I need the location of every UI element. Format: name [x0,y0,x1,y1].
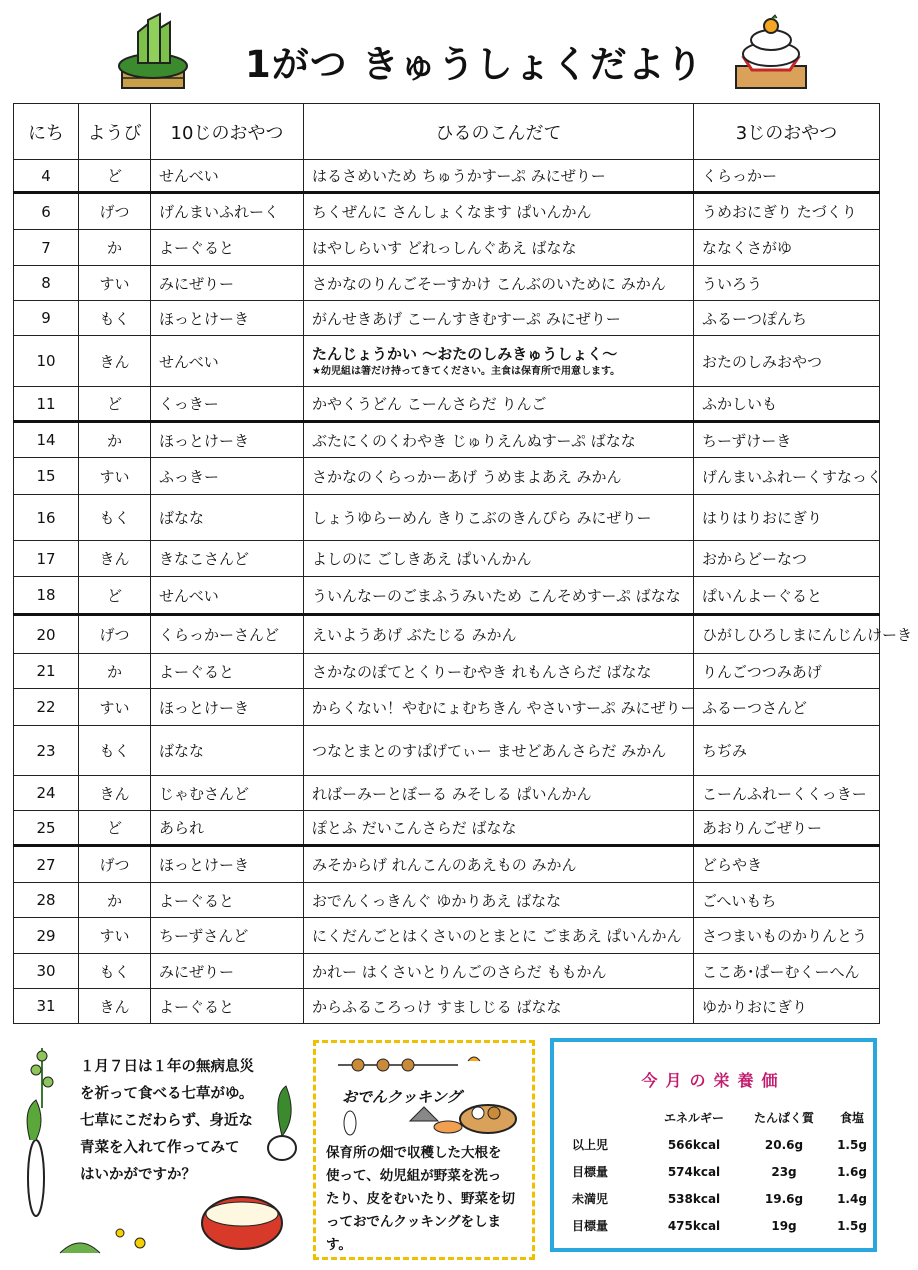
nanakusa-line: を祈って食べる七草がゆ。 [80,1086,254,1102]
menu-afternoon-snack: ふるーつさんど [694,689,880,726]
menu-afternoon-snack: こーんふれーくくっきー [694,776,880,811]
nutrition-header-blank [572,1104,652,1131]
menu-day: 20 [14,615,79,654]
oden-title: おでんクッキング [342,1088,462,1106]
menu-weekday: げつ [79,846,151,883]
oden-line: たり、皮をむいたり、野菜を切 [326,1191,515,1207]
oden-line: っておでんクッキングをします。 [326,1214,501,1253]
menu-lunch: からふるころっけ すましじる ばなな [304,989,694,1024]
menu-morning-snack: せんべい [151,577,304,615]
menu-morning-snack: みにぜりー [151,954,304,989]
menu-row [14,615,880,654]
menu-morning-snack: ばなな [151,495,304,541]
nutrition-row [572,1185,872,1212]
nutrition-energy: 475kcal [667,1218,721,1233]
menu-weekday: ど [79,577,151,615]
menu-afternoon-snack: ひがしひろしまにんじんけーき [694,615,880,654]
nutrition-row [572,1131,872,1158]
nutrition-protein: 19.6g [764,1191,804,1206]
menu-afternoon-snack: ここあ･ぱーむくーへん [694,954,880,989]
nutrition-protein: 19g [771,1218,797,1233]
menu-morning-snack: せんべい [151,160,304,193]
nutrition-label: 目標量 [572,1165,609,1179]
menu-lunch: かれー はくさいとりんごのさらだ ももかん [304,954,694,989]
nutrition-energy: 566kcal [667,1137,721,1152]
menu-row [14,301,880,336]
nutrition-header-protein: たんぱく質 [753,1111,814,1125]
menu-row [14,726,880,776]
menu-afternoon-snack: ななくさがゆ [694,230,880,266]
menu-morning-snack: よーぐると [151,230,304,266]
menu-row [14,689,880,726]
menu-row [14,160,880,193]
menu-weekday: げつ [79,193,151,230]
menu-day: 14 [14,422,79,458]
menu-afternoon-snack: どらやき [694,846,880,883]
header-afternoon-snack: 3じのおやつ [694,104,880,160]
nutrition-label: 未満児 [572,1192,609,1206]
menu-weekday: きん [79,541,151,577]
menu-row [14,336,880,387]
menu-header-row [14,104,880,160]
oden-cooking-box [313,1040,535,1260]
menu-weekday: か [79,654,151,689]
menu-lunch: ぶたにくのくわやき じゅりえんぬすーぷ ばなな [304,422,694,458]
menu-row [14,230,880,266]
menu-lunch: よしのに ごしきあえ ぱいんかん [304,541,694,577]
nutrition-table [572,1104,872,1239]
kadomatsu-icon [112,18,194,90]
menu-row [14,989,880,1024]
menu-row [14,918,880,954]
menu-row [14,266,880,301]
menu-row [14,811,880,846]
nutrition-salt: 1.5g [837,1218,867,1233]
menu-day: 31 [14,989,79,1024]
oden-text [326,1142,526,1257]
menu-lunch: おでんくっきんぐ ゆかりあえ ばなな [304,883,694,918]
menu-lunch: さかなのくらっかーあげ うめまよあえ みかん [304,458,694,495]
menu-weekday: すい [79,458,151,495]
page-title: 1がつ きゅうしょくだより [245,43,704,86]
menu-lunch: さかなのりんごそーすかけ こんぶのいために みかん [304,266,694,301]
menu-day: 25 [14,811,79,846]
menu-lunch: ういんなーのごまふうみいため こんそめすーぷ ばなな [304,577,694,615]
menu-row [14,883,880,918]
menu-morning-snack: せんべい [151,336,304,387]
menu-row [14,577,880,615]
nutrition-protein: 20.6g [764,1137,804,1152]
menu-morning-snack: あられ [151,811,304,846]
menu-lunch: かやくうどん こーんさらだ りんご [304,387,694,422]
nutrition-header-energy: エネルギー [663,1111,724,1125]
menu-weekday: すい [79,918,151,954]
menu-lunch: ればーみーとぼーる みそしる ぱいんかん [304,776,694,811]
menu-weekday: きん [79,336,151,387]
menu-weekday: か [79,422,151,458]
menu-weekday: か [79,230,151,266]
menu-morning-snack: くっきー [151,387,304,422]
menu-weekday: ど [79,387,151,422]
menu-weekday: か [79,883,151,918]
menu-row [14,846,880,883]
menu-morning-snack: げんまいふれーく [151,193,304,230]
nanakusa-line: １月７日は１年の無病息災 [80,1059,254,1075]
menu-weekday: ど [79,811,151,846]
menu-weekday: すい [79,689,151,726]
menu-row [14,387,880,422]
menu-lunch: ぽとふ だいこんさらだ ばなな [304,811,694,846]
menu-lunch: つなとまとのすぱげてぃー ませどあんさらだ みかん [304,726,694,776]
nanakusa-text [80,1054,285,1189]
menu-day: 9 [14,301,79,336]
header-day: にち [14,104,79,160]
header-weekday: ようび [79,104,151,160]
menu-weekday: もく [79,495,151,541]
nanakusa-line: 七草にこだわらず、身近な [80,1113,253,1129]
menu-day: 7 [14,230,79,266]
nanakusa-line: 青菜を入れて作ってみて [80,1140,240,1156]
nanakusa-box [20,1038,298,1263]
nutrition-energy: 574kcal [667,1164,721,1179]
menu-row [14,458,880,495]
menu-weekday: すい [79,266,151,301]
menu-row [14,654,880,689]
menu-lunch [304,336,694,387]
menu-weekday: きん [79,776,151,811]
menu-lunch: しょうゆらーめん きりこぶのきんぴら みにぜりー [304,495,694,541]
menu-day: 21 [14,654,79,689]
menu-weekday: ど [79,160,151,193]
nutrition-salt: 1.4g [837,1191,867,1206]
menu-afternoon-snack: ふかしいも [694,387,880,422]
menu-morning-snack: きなこさんど [151,541,304,577]
menu-day: 30 [14,954,79,989]
nutrition-title: 今月の栄養価 [641,1071,786,1090]
nutrition-row [572,1212,872,1239]
menu-row [14,495,880,541]
menu-morning-snack: よーぐると [151,989,304,1024]
menu-lunch: がんせきあげ こーんすきむすーぷ みにぜりー [304,301,694,336]
menu-afternoon-snack: さつまいものかりんとう [694,918,880,954]
menu-morning-snack: よーぐると [151,883,304,918]
menu-day: 18 [14,577,79,615]
menu-row [14,422,880,458]
menu-afternoon-snack: おからどーなつ [694,541,880,577]
menu-afternoon-snack: りんごつつみあげ [694,654,880,689]
menu-morning-snack: ほっとけーき [151,846,304,883]
menu-afternoon-snack: ゆかりおにぎり [694,989,880,1024]
menu-afternoon-snack: ちーずけーき [694,422,880,458]
menu-lunch-event: たんじょうかい ～おたのしみきゅうしょく～ [312,344,618,363]
header-lunch: ひるのこんだて [304,104,694,160]
menu-lunch: みそからげ れんこんのあえもの みかん [304,846,694,883]
menu-lunch: さかなのぽてとくりーむやき れもんさらだ ばなな [304,654,694,689]
nanakusa-line: はいかがですか？ [80,1167,196,1183]
menu-table [13,103,913,1024]
nutrition-row [572,1158,872,1185]
menu-day: 17 [14,541,79,577]
menu-lunch: にくだんごとはくさいのとまとに ごまあえ ぱいんかん [304,918,694,954]
menu-day: 8 [14,266,79,301]
menu-morning-snack: くらっかーさんど [151,615,304,654]
menu-day: 23 [14,726,79,776]
menu-afternoon-snack: うめおにぎり たづくり [694,193,880,230]
menu-morning-snack: みにぜりー [151,266,304,301]
menu-day: 27 [14,846,79,883]
menu-row [14,193,880,230]
menu-morning-snack: ふっきー [151,458,304,495]
nutrition-energy: 538kcal [667,1191,721,1206]
menu-lunch: からくない！やむにょむちきん やさいすーぷ みにぜりー [304,689,694,726]
menu-afternoon-snack: あおりんごぜりー [694,811,880,846]
menu-day: 11 [14,387,79,422]
menu-day: 24 [14,776,79,811]
menu-morning-snack: じゃむさんど [151,776,304,811]
menu-lunch-note: ★幼児組は箸だけ持ってきてください。主食は保育所で用意します。 [312,365,621,377]
menu-lunch: はやしらいす どれっしんぐあえ ばなな [304,230,694,266]
menu-afternoon-snack: ぱいんよーぐると [694,577,880,615]
menu-afternoon-snack: ういろう [694,266,880,301]
menu-afternoon-snack: ごへいもち [694,883,880,918]
nutrition-header-salt: 食塩 [839,1111,864,1125]
menu-morning-snack: ほっとけーき [151,422,304,458]
menu-day: 29 [14,918,79,954]
oden-line: 使って、幼児組が野菜を洗っ [326,1168,502,1184]
menu-afternoon-snack: げんまいふれーくすなっく [694,458,880,495]
menu-afternoon-snack: おたのしみおやつ [694,336,880,387]
menu-row [14,541,880,577]
menu-afternoon-snack: くらっかー [694,160,880,193]
menu-morning-snack: ほっとけーき [151,301,304,336]
menu-day: 28 [14,883,79,918]
menu-weekday: もく [79,301,151,336]
menu-weekday: きん [79,989,151,1024]
nutrition-label: 以上児 [572,1138,609,1152]
nutrition-header-row [572,1104,872,1131]
menu-morning-snack: ばなな [151,726,304,776]
menu-day: 6 [14,193,79,230]
menu-afternoon-snack: ちぢみ [694,726,880,776]
menu-day: 4 [14,160,79,193]
menu-day: 15 [14,458,79,495]
menu-day: 16 [14,495,79,541]
menu-weekday: げつ [79,615,151,654]
menu-weekday: もく [79,954,151,989]
nutrition-salt: 1.5g [837,1137,867,1152]
menu-afternoon-snack: ふるーつぽんち [694,301,880,336]
menu-lunch: えいようあげ ぶたじる みかん [304,615,694,654]
nutrition-protein: 23g [771,1164,797,1179]
menu-row [14,776,880,811]
menu-lunch: ちくぜんに さんしょくなます ぱいんかん [304,193,694,230]
nutrition-label: 目標量 [572,1219,609,1233]
menu-weekday: もく [79,726,151,776]
menu-day: 10 [14,336,79,387]
menu-morning-snack: ちーずさんど [151,918,304,954]
menu-afternoon-snack: はりはりおにぎり [694,495,880,541]
menu-day: 22 [14,689,79,726]
kagamimochi-icon [730,14,812,90]
oden-line: 保育所の畑で収穫した大根を [326,1145,502,1161]
nutrition-salt: 1.6g [837,1164,867,1179]
menu-row [14,954,880,989]
header-morning-snack: 10じのおやつ [151,104,304,160]
menu-lunch: はるさめいため ちゅうかすーぷ みにぜりー [304,160,694,193]
menu-morning-snack: よーぐると [151,654,304,689]
menu-morning-snack: ほっとけーき [151,689,304,726]
nutrition-box [550,1038,877,1252]
